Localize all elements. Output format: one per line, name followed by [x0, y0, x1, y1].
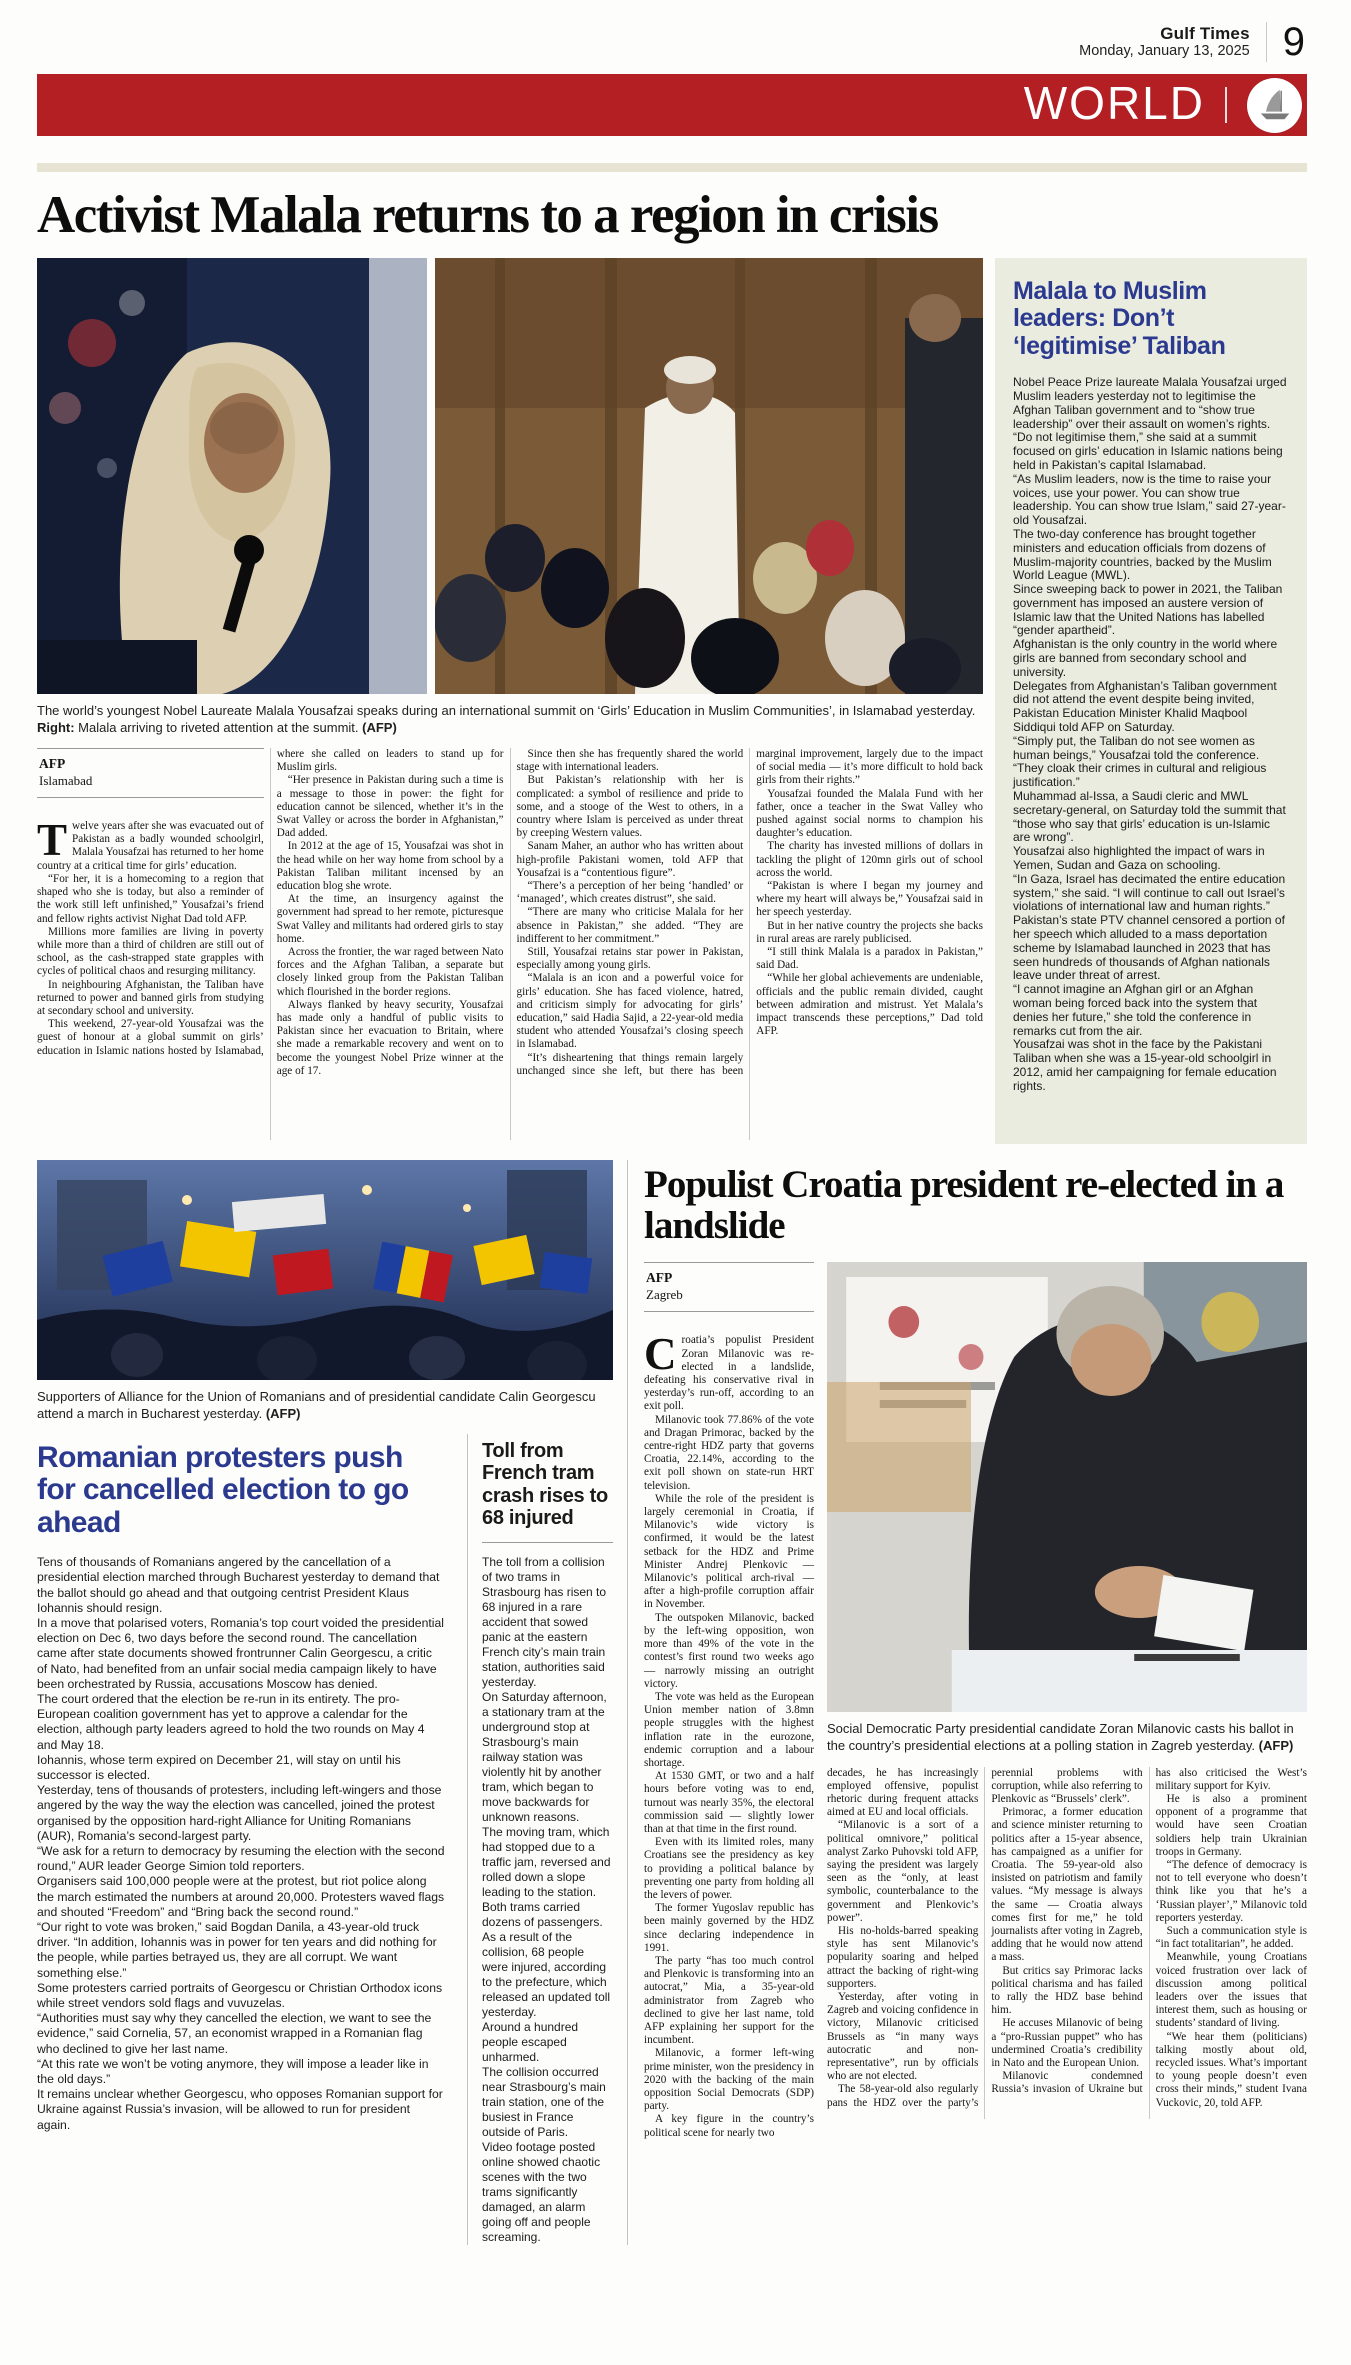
paragraph: “I still think Malala is a paradox in Pakistan,” said Dad. [756, 946, 983, 972]
paragraph: The collision occurred near Strasbourg’s main train station, one of the busiest in France outside of Paris. [482, 2064, 606, 2139]
croatia-story [627, 1160, 1307, 2245]
paragraph: But in her native country the projects she backs in rural areas are rarely publicised. [756, 919, 983, 945]
croatia-photo-caption [827, 1720, 1307, 1754]
photo-summit-crowd [435, 258, 983, 694]
paragraph: Yousafzai also highlighted the impact of wars in Yemen, Sudan and Gaza on schooling. [1013, 844, 1265, 873]
byline-agency: AFP [39, 755, 66, 771]
sidebar-text [1013, 376, 1289, 1093]
caption-credit: (AFP) [1258, 1738, 1294, 1754]
paragraph: Croatia’s populist President Zoran Milanovic was re-elected in a landslide, defeating his conservative rival in yesterday’s run-off, according to an exit poll. [644, 1329, 814, 1413]
paragraph: A key figure in the country’s political scene for nearly two [644, 2113, 814, 2139]
paragraph: “I cannot imagine an Afghan girl or an Afghan woman being forced back into the system that denies her future,” she told the conference in remarks cut from the air. [1013, 982, 1258, 1038]
paragraph: “Her presence in Pakistan during such a time is a message to those in power: the fight for education cannot be silenced, whether it’s in the Swat Valley or across the border in Afghanistan,” Dad added. [276, 774, 504, 840]
masthead [37, 10, 1307, 74]
paragraph: The party “has too much control and Plenkovic is transforming into an autocrat,” Mia, a 35-year-old administrator from Zagreb who declined to give her last name, told AFP explaining her support for the incumbent. [644, 1954, 814, 2047]
paper-title: Gulf Times [1160, 23, 1250, 43]
paragraph: Primorac, a former education and science minister returning to politics after a 15-year absence, has campaigned as a unifier for Croatia. The 59-year-old also insisted on patriotism and family values. “My message is always the same — Croatia always comes first for me,” he told journalists after voting in Zagreb, adding that he would now attend a mass. [991, 1806, 1143, 1964]
tram-article-text [482, 1555, 613, 2245]
romania-article-text [37, 1555, 445, 2133]
photo-malala-speaking [37, 258, 427, 694]
paragraph: Sanam Maher, an author who has written about high-profile Pakistani women, told AFP that Yousafzai is a “contentious figure”. [516, 840, 744, 879]
croatia-byline [644, 1262, 814, 1312]
paragraph: “There’s a perception of her being ‘handled’ or ‘managed’, which creates distrust”, she said. [516, 879, 744, 906]
photo-bucharest-march [37, 1160, 613, 1380]
paragraph: The charity has invested millions of dollars in tackling the plight of 120mn girls out of school across the world. [756, 840, 983, 879]
caption-text: Social Democratic Party presidential candidate Zoran Milanovic casts his ballot in the country’s presidential elections at a polling station in Zagreb yesterday. [827, 1721, 1294, 1754]
tram-story [467, 1434, 613, 2245]
paragraph: “For her, it is a homecoming to a region that shaped who she is today, but also a reminder of the work still left unfinished,” Yousafzai’s friend and fellow rights activist Nighat Dad told AFP. [37, 872, 264, 925]
paragraph: At 1530 GMT, or two and a half hours before voting was to end, turnout was nearly 35%, the electoral commission said — slightly lower than at that time in the first round. [644, 1770, 814, 1835]
paragraph: Milanovic condemned Russia’s invasion of Ukraine but has also criticised the West’s military support for Kyiv. [991, 1766, 1307, 2096]
paragraph: “Milanovic is a sort of a political omnivore,” political analyst Zarko Puhovski told AFP, saying the president was largely seen as the “only, at least symbolic, counterbalance to the government and Plenkovic’s power”. [827, 1819, 979, 1924]
paragraph: Muhammad al-Issa, a Saudi cleric and MWL secretary-general, on Saturday told the summit that “those who say that girls’ education is un-Islamic are wrong”. [1013, 789, 1286, 845]
paragraph: “While her global achievements are undeniable, officials and the public remain divided, caught between admiration and mistrust. Yet Malala’s impact transcends these perceptions,” Dad told AFP. [756, 972, 983, 1038]
paragraph: In neighbouring Afghanistan, the Taliban have returned to power and banned girls from studying at secondary school and university. [37, 978, 264, 1017]
paragraph: “There are many who criticise Malala for her absence in Pakistan,” she added. “They are indifferent to her commitment.” [516, 906, 744, 945]
paragraph: Tens of thousands of Romanians angered by the cancellation of a presidential election marched through Bucharest yesterday to demand that the ballot should go ahead and that outgoing centrist President Klaus Iohannis should resign. [37, 1555, 440, 1615]
byline-agency: AFP [646, 1270, 673, 1286]
paragraph: This weekend, 27-year-old Yousafzai was the guest of honour at a global summit on girls’ education in Islamic nations hosted by Islamabad, where she called on leaders to stand up for Muslim girls. [37, 747, 504, 1057]
paragraph: Still, Yousafzai retains star power in Pakistan, especially among young girls. [516, 946, 744, 972]
paragraph: “Authorities must say why they cancelled the election, we want to see the evidence,” said Cornelia, 57, an economist wrapped in a Romanian flag who declined to give her last name. [37, 2011, 432, 2056]
caption-text: Supporters of Alliance for the Union of Romanians and of presidential candidate Calin Georgescu attend a march in Bucharest yesterday. [37, 1388, 596, 1421]
top-story-main [37, 258, 983, 1144]
croatia-body [644, 1262, 1307, 2140]
paragraph: “The defence of democracy is not to tell everyone who doesn’t think like you that he’s a ‘Russian player’,” Milanovic told reporters yesterday. [1155, 1859, 1307, 1924]
malala-article [37, 748, 983, 1140]
paragraph: The 58-year-old also regularly pans the HDZ over the party’s perennial problems with corruption, while also referring to Plenkovic as “Brussels’ clerk”. [827, 1766, 1143, 2109]
paragraph: Video footage posted online showed chaotic scenes with the two trams significantly damaged, an alarm going off and people screaming. [482, 2139, 601, 2244]
paragraph: “Simply put, the Taliban do not see women as human beings,” Yousafzai told the conference. “They cloak their crimes in cultural and religious justification.” [1013, 733, 1267, 790]
paragraph: Milanovic took 77.86% of the vote and Dragan Primorac, backed by the centre-right HDZ party that governs Croatia, 22.14%, according to the exit poll shown on state-run HRT television. [644, 1413, 814, 1492]
paragraph: Since sweeping back to power in 2021, the Taliban government has imposed an austere version of Islamic law that the United Nations has labelled “gender apartheid”. [1013, 582, 1283, 638]
croatia-column-rest [827, 1262, 1307, 2140]
paragraph: On Saturday afternoon, a stationary tram at the underground stop at Strasbourg’s main railway station was violently hit by another tram, which began to move backwards for unknown reasons. [482, 1689, 607, 1824]
paragraph: In 2012 at the age of 15, Yousafzai was shot in the head while on her way home from school by a Pakistan Taliban militant incensed by an education blog she wrote. [276, 840, 504, 892]
paragraph: The court ordered that the election be re-run in its entirety. The pro-European coalition government has yet to approve a calendar for the election, although party leaders agreed to hold the two rounds on May 4 and May 18. [37, 1691, 425, 1752]
paragraph: Since then she has frequently shared the world stage with international leaders. [516, 747, 744, 774]
page-number: 9 [1282, 20, 1305, 64]
dhow-icon [1247, 78, 1302, 133]
paragraph: “In Gaza, Israel has decimated the entire education system,” she said. “I will continue to call out Israel’s violations of international law and human rights.” [1013, 871, 1286, 914]
masthead-text [1079, 24, 1250, 60]
paragraph: “We ask for a return to democracy by resuming the election with the second round,” AUR leader George Simion told reporters. [37, 1843, 445, 1874]
romania-columns [37, 1434, 613, 2245]
romania-article [37, 1434, 445, 2245]
paragraph: Yesterday, after voting in Zagreb and voicing confidence in victory, Milanovic criticised Brussels as “in many ways autocratic and non-representative”, run by officials who are not elected. [827, 1991, 979, 2083]
paragraph: “It’s disheartening that things remain largely unchanged since she left, but there has been marginal improvement, largely due to the impact of social media — it’s more difficult to hold back girls from their rights.” [516, 747, 983, 1077]
section-title: WORLD [1023, 77, 1205, 129]
sidebar-story [995, 258, 1307, 1144]
masthead-divider [1266, 22, 1267, 62]
romania-headline: Romanian protesters push for cancelled election to go ahead [37, 1440, 409, 1539]
paragraph: “Pakistan is where I began my journey and where my heart will always be,” Yousafzai said in her speech yesterday. [756, 879, 983, 919]
romania-story [37, 1160, 613, 2245]
photo-row [37, 258, 983, 694]
paragraph: The former Yugoslav republic has been mainly governed by the HDZ since declaring independence in 1991. [644, 1902, 814, 1954]
paragraph: “As Muslim leaders, now is the time to raise your voices, use your power. You can show true leadership. You can show true Islam,” said 27-year-old Yousafzai. [1013, 471, 1286, 528]
paragraph: Delegates from Afghanistan’s Taliban government did not attend the event despite being invited, Pakistan Education Minister Khalid Maqbool Siddiqui told AFP on Saturday. [1013, 678, 1277, 735]
paragraph: decades, he has increasingly employed offensive, populist rhetoric during frequent attacks aimed at EU and local officials. [827, 1766, 979, 1819]
paragraph: Organisers said 100,000 people were at the protest, but riot police along the march estimated the numbers at around 20,000. Protesters waved flags and shouted “Freedom” and “Bring back the second round.” [37, 1874, 445, 1919]
photo-milanovic-voting [827, 1262, 1307, 1712]
caption-text: The world’s youngest Nobel Laureate Malala Yousafzai speaks during an international summit on ‘Girls’ Education in Muslim Communities’, in Islamabad yesterday. [37, 702, 976, 718]
top-story [37, 258, 1307, 1144]
paragraph: “Our right to vote was broken,” said Bogdan Danila, a 43-year-old truck driver. “In addition, Iohannis was in power for ten years and did nothing for the people, while parties betrayed us, they are all corrupt. We want something else.” [37, 1920, 437, 1980]
paragraph: Some protesters carried portraits of Georgescu or Christian Orthodox icons while street vendors sold flags and vuvuzelas. [37, 1980, 443, 2011]
byline-city: Islamabad [39, 772, 93, 788]
paragraph: Always flanked by heavy security, Yousafzai has made only a handful of public visits to Pakistan since her evacuation to Britain, where she made a remarkable recovery and went on to become the youngest Nobel Prize winner at the age of 17. [276, 998, 504, 1077]
paragraph: Pakistan’s state PTV channel censored a portion of her speech which alluded to a mass deportation scheme by Islamabad launched in 2023 that has seen hundreds of thousands of Afghan nationals leave under threat of arrest. [1013, 913, 1285, 983]
paragraph: “Malala is an icon and a powerful voice for girls’ education. She has faced violence, hatred, and criticism simply for advocating for girls’ education,” said Hadia Sajid, a 22-year-old media student who attended Yousafzai’s closing speech in Islamabad. [516, 972, 744, 1051]
croatia-column-1 [644, 1262, 814, 2140]
paragraph: Across the frontier, the war raged between Nato forces and the Afghan Taliban, a separate but closely linked group from the Pakistan Taliban which flourished in the border regions. [276, 946, 504, 998]
caption-credit: (AFP) [265, 1405, 301, 1421]
paragraph: At the time, an insurgency against the government had spread to her remote, picturesque Swat Valley and militants had ordered girls to stay home. [276, 893, 504, 945]
paragraph: But critics say Primorac lacks political charisma and has failed to rally the HDZ base behind him. [991, 1964, 1143, 2017]
paragraph: While the role of the president is largely ceremonial in Croatia, if Milanovic’s wide victory is confirmed, it would be the latest setback for the HDZ and Prime Minister Andrej Plenkovic — Milanovic’s political arch-rival — after a high-profile corruption affair in November. [644, 1492, 814, 1611]
paragraph: Such a communication style is “in fact totalitarian”, he added. [1155, 1925, 1307, 1951]
paragraph: Afghanistan is the only country in the world where girls are banned from secondary school and university. [1013, 637, 1278, 679]
paragraph: Meanwhile, young Croatians voiced frustration over lack of discussion among political leaders over the issues that interest them, such as housing or students’ standard of living. [1155, 1951, 1307, 2030]
paragraph: Twelve years after she was evacuated out of Pakistan as a badly wounded schoolgirl, Malala Yousafzai has returned to her home country at a critical time for girls’ education. [37, 815, 264, 872]
tram-headline: Toll from French tram crash rises to 68 injured [482, 1434, 613, 1543]
paragraph: “Do not legitimise them,” she said at a summit focused on girls’ education in Islamic nations being held in Pakistan’s capital Islamabad. [1013, 430, 1283, 472]
decorative-strip [37, 163, 1307, 172]
paragraph: In a move that polarised voters, Romania’s top court voided the presidential election on Dec 6, two days before the second round. The cancellation came after state documents showed frontrunner Calin Georgescu, a critic of Nato, had benefited from an unfair social media campaign likely to have been orchestrated by Russia, accusations Moscow has denied. [37, 1615, 444, 1691]
paragraph: “We hear them (politicians) talking mostly about old, recycled issues. What’s important to young people doesn’t even cross their minds,” student Ivana Vuckovic, 20, told AFP. [1155, 2030, 1307, 2109]
issue-date: Monday, January 13, 2025 [1079, 43, 1250, 60]
section-banner [37, 74, 1307, 136]
paragraph: Around a hundred people escaped unharmed. [482, 2019, 579, 2064]
paragraph: The two-day conference has brought together ministers and education officials from dozens of Muslim-majority countries, backed by the Muslim World League (MWL). [1013, 526, 1272, 583]
main-headline: Activist Malala returns to a region in crisis [37, 186, 938, 244]
paragraph: But Pakistan’s relationship with her is complicated: a symbol of resilience and pride to some, and a stooge of the West to others, in a country where Islam is perceived as under threat by creeping Western values. [516, 774, 744, 840]
paragraph: He accuses Milanovic of being a “pro-Russian puppet” who has undermined Croatia’s credibility in Nato and the European Union. [991, 2017, 1143, 2070]
paragraph: Iohannis, whose term expired on December 21, will stay on until his successor is elected. [37, 1752, 401, 1782]
croatia-rest-text [827, 1767, 1307, 2119]
sidebar-headline: Malala to Muslim leaders: Don’t ‘legitimise’ Taliban [1013, 276, 1226, 360]
paragraph: It remains unclear whether Georgescu, who opposes Romanian support for Ukraine against Russia’s invasion, will be allowed to run for president again. [37, 2087, 443, 2132]
caption-credit: (AFP) [362, 719, 397, 735]
paragraph: Yousafzai was shot in the face by the Pakistani Taliban when she was a 15-year-old schoolgirl in 2012, amid her campaigning for female education rights. [1013, 1037, 1277, 1093]
paragraph: “At this rate we won’t be voting anymore, they will impose a leader like in the old days.” [37, 2056, 429, 2087]
paragraph: The toll from a collision of two trams in Strasbourg has risen to 68 injured in a rare accident that sowed panic at the eastern French city’s main train station, authorities said yesterday. [482, 1554, 607, 1689]
croatia-headline: Populist Croatia president re-elected in a landslide [644, 1162, 1284, 1247]
romania-photo-caption [37, 1388, 613, 1422]
paragraph: His no-holds-barred speaking style has sent Milanovic’s popularity soaring and helped attract the backing of right-wing supporters. [827, 1925, 979, 1990]
banner-divider [1225, 87, 1227, 123]
caption-right-text: Malala arriving to riveted attention at the summit. [74, 719, 363, 735]
croatia-column1-text [644, 1329, 814, 2139]
paragraph: Nobel Peace Prize laureate Malala Yousafzai urged Muslim leaders yesterday not to legitimise the Afghan Taliban government and to “show true leadership” over their assault on women’s rights. [1013, 375, 1287, 431]
paragraph: The vote was held as the European Union member nation of 3.8mn people struggles with the highest inflation rate in the eurozone, endemic corruption and a labour shortage. [644, 1690, 814, 1769]
malala-byline [37, 748, 264, 798]
paragraph: The moving tram, which had stopped due to a traffic jam, reversed and rolled down a slope leading to the station. [482, 1824, 611, 1899]
bottom-section [37, 1160, 1307, 2245]
paragraph: As a result of the collision, 68 people were injured, according to the prefecture, which released an updated toll yesterday. [482, 1929, 611, 2019]
paragraph: The outspoken Milanovic, backed by the left-wing opposition, won more than 49% of the vote in the contest’s first round two weeks ago — narrowly missing an outright victory. [644, 1611, 814, 1690]
byline-city: Zagreb [646, 1287, 683, 1303]
paragraph: Both trams carried dozens of passengers. [482, 1899, 603, 1929]
paragraph: Millions more families are living in poverty while more than a third of children are still out of school, as the cash-strapped state grapples with cycles of political chaos and resurging militancy. [37, 925, 264, 978]
paragraph: Yesterday, tens of thousands of protesters, including left-wingers and those angered by the way the way the election was cancelled, joined the protest organised by the opposition hard-right Alliance for Uniting Romanians (AUR), Romania’s second-largest party. [37, 1783, 442, 1843]
paragraph: Milanovic, a former left-wing prime minister, won the presidency in 2020 with the backing of the main opposition Social Democrats (SDP) party. [644, 2047, 814, 2113]
paragraph: He is also a prominent opponent of a programme that would have seen Croatian soldiers help train Ukrainian troops in Germany. [1155, 1793, 1307, 1858]
paragraph: Yousafzai founded the Malala Fund with her father, once a teacher in the Swat Valley who pushed against social norms to champion his daughter’s education. [756, 787, 983, 840]
photo-caption [37, 702, 983, 736]
caption-right-label: Right: [37, 719, 75, 735]
paragraph: Even with its limited roles, many Croatians see the presidency as key to providing a political balance by preventing one party from holding all the levers of power. [644, 1836, 814, 1901]
